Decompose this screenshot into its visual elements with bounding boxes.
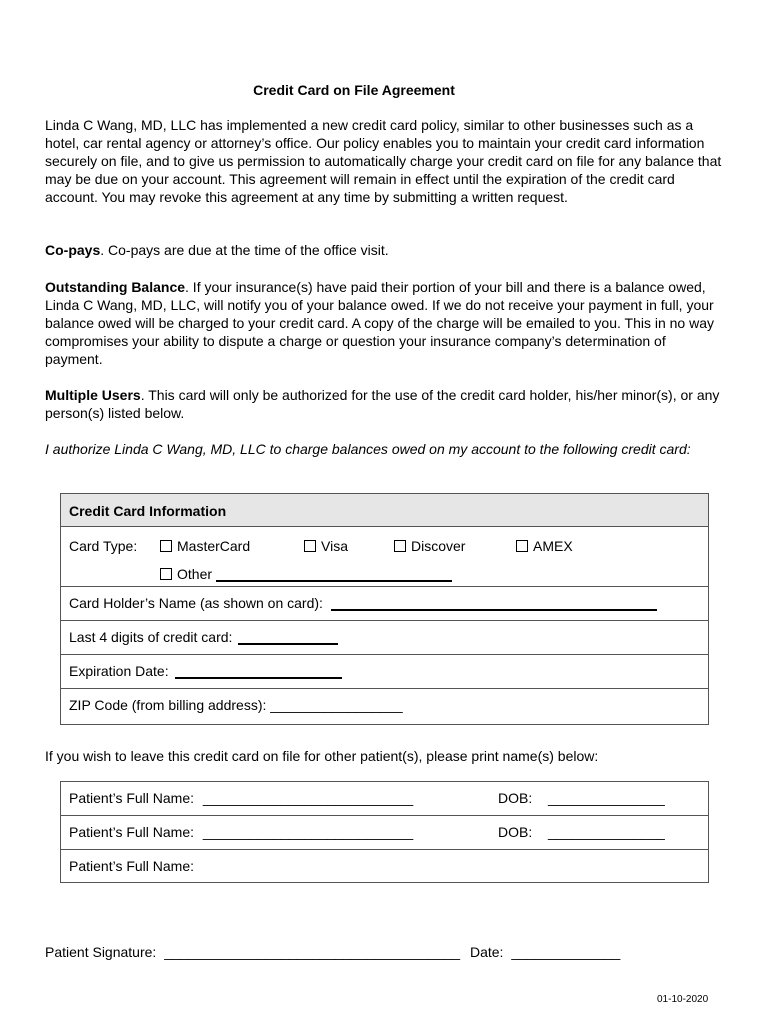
patient-dob-label: DOB: xyxy=(498,824,533,840)
visa-checkbox[interactable] xyxy=(304,540,316,552)
amex-label: AMEX xyxy=(533,538,573,554)
patients-box xyxy=(60,781,709,883)
mastercard-label: MasterCard xyxy=(177,538,251,554)
other-patients-instruction: If you wish to leave this credit card on file for other patient(s), please print name(s) below: xyxy=(45,748,599,764)
expiration-label: Expiration Date: xyxy=(69,663,169,679)
visa-label: Visa xyxy=(321,538,348,554)
discover-label: Discover xyxy=(411,538,466,554)
copays-text: . Co-pays are due at the time of the office visit. xyxy=(100,242,389,258)
outstanding-heading: Outstanding Balance xyxy=(45,279,186,295)
zip-label: ZIP Code (from billing address): xyxy=(69,697,267,713)
patient-dob-field[interactable]: _______________ xyxy=(548,790,665,806)
signature-field[interactable]: ______________________________________ xyxy=(164,944,461,960)
credit-card-info-box xyxy=(60,493,709,725)
last4-label: Last 4 digits of credit card: xyxy=(69,629,233,645)
discover-option[interactable] xyxy=(394,538,465,554)
copays-heading: Co-pays xyxy=(45,242,101,258)
patient-name-field[interactable]: ___________________________ xyxy=(202,790,414,806)
page-title: Credit Card on File Agreement xyxy=(253,82,455,98)
patient-name-label: Patient’s Full Name: xyxy=(69,790,195,806)
date-label: Date: xyxy=(469,944,504,960)
amex-checkbox[interactable] xyxy=(516,540,528,552)
patient-row-1 xyxy=(61,782,708,816)
other-checkbox[interactable] xyxy=(160,568,172,580)
expiration-row xyxy=(61,655,708,689)
signature-label: Patient Signature: xyxy=(45,944,157,960)
visa-option[interactable] xyxy=(304,538,348,554)
amex-option[interactable] xyxy=(516,538,573,554)
other-label: Other xyxy=(177,566,213,582)
copays-paragraph xyxy=(45,241,725,259)
card-holder-row xyxy=(61,587,708,621)
patient-dob-field[interactable]: _______________ xyxy=(548,824,665,840)
outstanding-text: . If your insurance(s) have paid their portion of your bill and there is a balance owed, Linda C Wang, MD, LLC, will notify you of your balance owed. If we do not receive your payment in full, your balance owed will be charged to your credit card. A copy of the charge will be emailed to you. This in no way compromises your ability to dispute a charge or question your insurance company’s determination of payment. xyxy=(45,279,715,367)
outstanding-paragraph xyxy=(45,278,725,368)
card-type-label: Card Type: xyxy=(69,538,138,554)
patient-name-label: Patient’s Full Name: xyxy=(69,824,195,840)
credit-card-info-header: Credit Card Information xyxy=(61,494,708,527)
last4-field[interactable] xyxy=(238,643,338,645)
multiple-heading: Multiple Users xyxy=(45,387,141,403)
card-type-row xyxy=(61,527,708,587)
mastercard-checkbox[interactable] xyxy=(160,540,172,552)
last4-row xyxy=(61,621,708,655)
intro-paragraph: Linda C Wang, MD, LLC has implemented a new credit card policy, similar to other businesses such as a hotel, car rental agency or attorney’s office. Our policy enables you to maintain your credit card information securely on file, and to give us permission to automatically charge your credit card on file for any balance that may be due on your account. This agreement will remain in effect until the expiration of the credit card account. You may revoke this agreement at any time by submitting a written request. xyxy=(45,117,722,205)
date-field[interactable]: ______________ xyxy=(511,944,621,960)
discover-checkbox[interactable] xyxy=(394,540,406,552)
signature-line xyxy=(45,944,620,960)
mastercard-option[interactable] xyxy=(160,538,250,554)
patient-dob-label: DOB: xyxy=(498,790,533,806)
authorize-paragraph: I authorize Linda C Wang, MD, LLC to charge balances owed on my account to the following credit card: xyxy=(45,441,691,457)
card-holder-label: Card Holder’s Name (as shown on card): xyxy=(69,595,323,611)
card-holder-field[interactable] xyxy=(331,609,657,611)
patient-row-2 xyxy=(61,816,708,850)
patient-name-field[interactable]: ___________________________ xyxy=(202,824,414,840)
multiple-users-paragraph xyxy=(45,386,725,422)
zip-field[interactable]: _________________ xyxy=(270,697,403,713)
other-card-field[interactable] xyxy=(216,580,452,582)
other-option[interactable] xyxy=(160,566,452,582)
patient-row-3 xyxy=(61,850,708,884)
multiple-text: . This card will only be authorized for the use of the credit card holder, his/her minor(s), or any person(s) listed below. xyxy=(45,387,720,421)
patient-name-label: Patient’s Full Name: xyxy=(69,858,195,874)
expiration-field[interactable] xyxy=(175,677,342,679)
footer-revision-date: 01-10-2020 xyxy=(657,994,709,1005)
zip-row xyxy=(61,689,708,723)
